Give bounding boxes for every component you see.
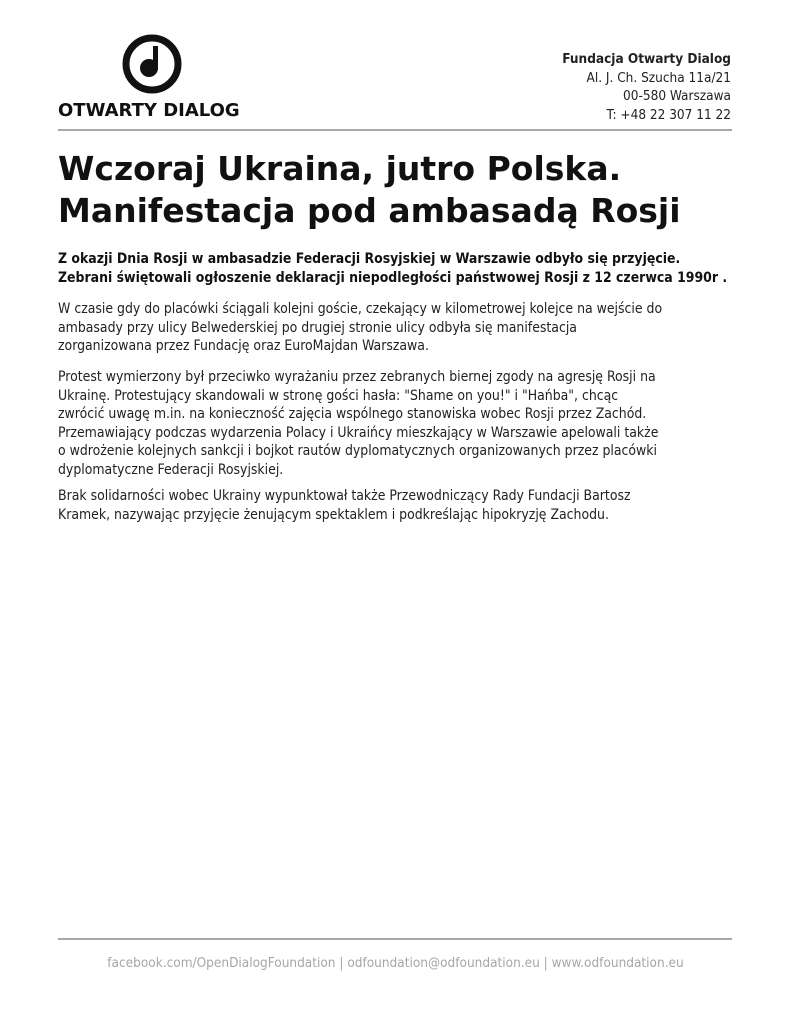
logo-text: OTWARTY DIALOG: [58, 100, 240, 121]
paragraph-line: ambasady przy ulicy Belwederskiej po drugiej stronie ulicy odbyła się manifestacja: [58, 319, 577, 336]
article-paragraph-1: [58, 300, 738, 356]
lead-line: Z okazji Dnia Rosji w ambasadzie Federacji Rosyjskiej w Warszawie odbyło się przyjęcie.: [58, 251, 681, 267]
contact-address: Al. J. Ch. Szucha 11a/21: [586, 69, 731, 86]
contact-block: [562, 50, 731, 124]
paragraph-line: zwrócić uwagę m.in. na konieczność zajęcia wspólnego stanowiska wobec Rosji przez Zachód.: [58, 406, 647, 422]
header-divider: [58, 129, 732, 131]
article-title: [58, 148, 738, 232]
article-title-line: Manifestacja pod ambasadą Rosji: [58, 191, 681, 230]
paragraph-line: o wdrożenie kolejnych sankcji i bojkot rautów dyplomatycznych organizowanych przez placówki: [58, 443, 657, 459]
footer-links: facebook.com/OpenDialogFoundation | odfoundation@odfoundation.eu | www.odfoundation.eu: [107, 955, 684, 971]
paragraph-line: zorganizowana przez Fundację oraz EuroMajdan Warszawa.: [58, 338, 429, 354]
contact-city: 00-580 Warszawa: [623, 88, 731, 104]
article-paragraph-2: [58, 368, 738, 479]
article-title-line: Wczoraj Ukraina, jutro Polska.: [58, 149, 622, 188]
paragraph-line: dyplomatyczne Federacji Rosyjskiej.: [58, 461, 284, 478]
paragraph-line: Ukrainę. Protestujący skandowali w stronę gości hasła: "Shame on you!" i "Hańba", chcąc: [58, 387, 619, 404]
footer-divider: [58, 938, 732, 940]
contact-phone: T: +48 22 307 11 22: [606, 106, 731, 123]
article-paragraph-3: [58, 487, 738, 524]
paragraph-line: Protest wymierzony był przeciwko wyrażaniu przez zebranych biernej zgody na agresję Rosji na: [58, 369, 656, 385]
paragraph-line: Kramek, nazywając przyjęcie żenującym spektaklem i podkreślając hipokryzję Zachodu.: [58, 506, 609, 523]
paragraph-line: Przemawiający podczas wydarzenia Polacy i Ukraińcy mieszkający w Warszawie apelowali także: [58, 424, 659, 441]
contact-organization: Fundacja Otwarty Dialog: [562, 51, 731, 67]
logo: [58, 34, 248, 124]
article-lead: [58, 250, 738, 287]
lead-line: Zebrani świętowali ogłoszenie deklaracji niepodległości państwowej Rosji z 12 czerwca 1990r .: [58, 269, 728, 286]
paragraph-line: Brak solidarności wobec Ukrainy wypunktował także Przewodniczący Rady Fundacji Bartosz: [58, 488, 631, 504]
paragraph-line: W czasie gdy do placówki ściągali kolejni goście, czekający w kilometrowej kolejce na wejście do: [58, 301, 663, 317]
open-dialog-logo-icon: [122, 34, 182, 94]
